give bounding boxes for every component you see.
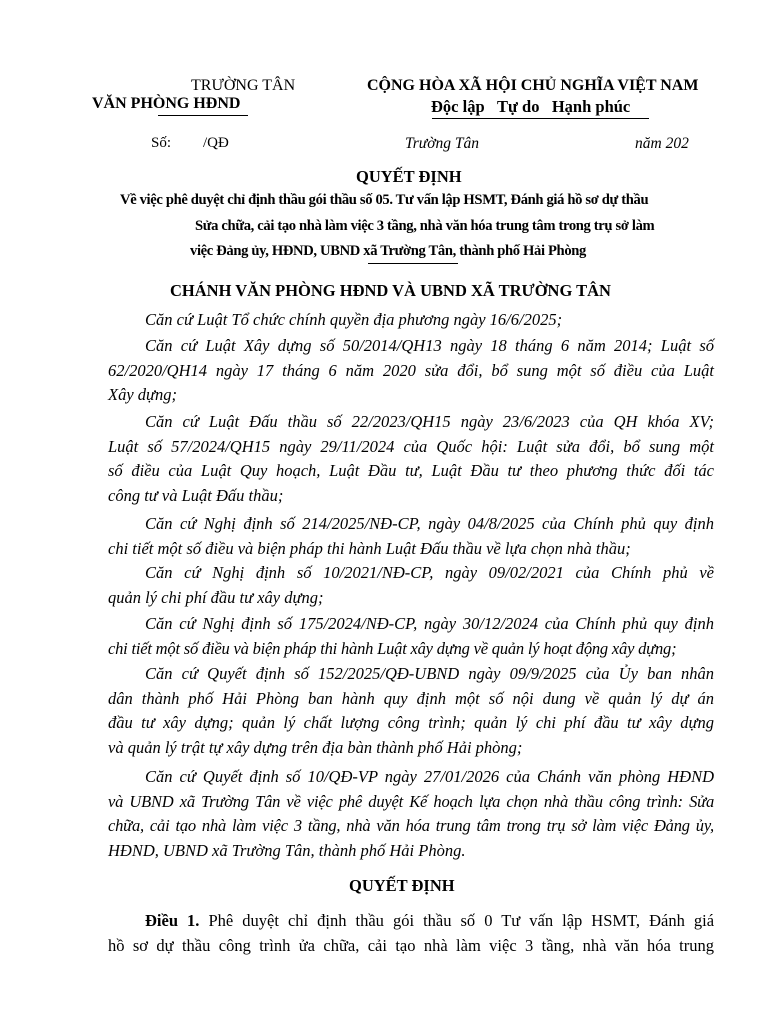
subject-line-1: Về việc phê duyệt chỉ định thầu gói thầu số 05. Tư vấn lập HSMT, Đánh giá hồ sơ dự thầu	[120, 192, 649, 208]
basis-3-line-2: Luật số 57/2024/QH15 ngày 29/11/2024 của Quốc hội: Luật sửa đổi, bổ sung một	[108, 436, 714, 456]
basis-8-line-3: chữa, cải tạo nhà làm việc 3 tầng, nhà văn hóa trung tâm trong trụ sở làm việc Đảng ủy,	[108, 816, 714, 835]
issuing-authority: CHÁNH VĂN PHÒNG HĐND VÀ UBND XÃ TRƯỜNG TÂN	[170, 281, 611, 300]
basis-2-line-1: Căn cứ Luật Xây dựng số 50/2014/QH13 ngày 18 tháng 6 năm 2014; Luật số	[145, 336, 714, 355]
subject-underline	[368, 263, 458, 264]
article-1-line-1	[108, 908, 714, 933]
org-line-1: TRƯỜNG TÂN	[191, 77, 296, 94]
basis-3-line-1: Căn cứ Luật Đấu thầu số 22/2023/QH15 ngày 23/6/2023 của QH khóa XV;	[145, 412, 714, 431]
basis-7-line-2: dân thành phố Hải Phòng ban hành quy định một số nội dung về quản lý dự án	[108, 688, 714, 708]
basis-6-line-1: Căn cứ Nghị định số 175/2024/NĐ-CP, ngày 30/12/2024 của Chính phủ quy định	[145, 614, 714, 633]
basis-2	[108, 334, 714, 408]
basis-7-line-4: và quản lý trật tự xây dựng trên địa bàn thành phố Hải phòng;	[108, 737, 523, 757]
org-line-2: VĂN PHÒNG HĐND	[92, 95, 241, 112]
basis-7-line-1: Căn cứ Quyết định số 152/2025/QĐ-UBND ngày 09/9/2025 của Ủy ban nhân	[145, 664, 714, 683]
article-1-label: Điều 1.	[145, 911, 200, 930]
subject-line-3: việc Đảng ủy, HĐND, UBND xã Trường Tân, thành phố Hải Phòng	[190, 243, 586, 259]
basis-6	[108, 612, 714, 661]
basis-4-line-2: chi tiết một số điều và biện pháp thi hành Luật Đấu thầu về lựa chọn nhà thầu;	[108, 538, 631, 558]
number-suffix: /QĐ	[203, 135, 229, 151]
basis-1	[108, 308, 714, 333]
basis-3	[108, 410, 714, 508]
basis-8-line-2: và UBND xã Trường Tân về việc phê duyệt Kế hoạch lựa chọn nhà thầu công trình: Sửa	[108, 791, 714, 811]
nation-title: CỘNG HÒA XÃ HỘI CHỦ NGHĨA VIỆT NAM	[367, 77, 699, 94]
motto-part-3: Hạnh phúc	[551, 97, 631, 116]
basis-7-line-3: đầu tư xây dựng; quản lý chất lượng công trình; quản lý chi phí đầu tư xây dựng	[108, 713, 714, 732]
basis-5-line-2: quản lý chi phí đầu tư xây dựng;	[108, 587, 324, 607]
basis-7	[108, 662, 714, 760]
article-1	[108, 908, 714, 958]
basis-8	[108, 765, 714, 863]
basis-5	[108, 561, 714, 610]
basis-8-line-4: HĐND, UBND xã Trường Tân, thành phố Hải Phòng.	[108, 840, 466, 860]
basis-6-line-2: chi tiết một số điều và biện pháp thi hành Luật xây dựng về quản lý hoạt động xây dựng;	[108, 638, 677, 658]
place-date: Trường Tân	[405, 135, 480, 152]
motto	[431, 97, 630, 117]
org-underline	[158, 115, 248, 116]
basis-3-line-3: số điều của Luật Quy hoạch, Luật Đầu tư, Luật Đầu tư theo phương thức đối tác	[108, 461, 714, 480]
basis-3-line-4: công tư và Luật Đấu thầu;	[108, 485, 284, 505]
basis-8-line-1: Căn cứ Quyết định số 10/QĐ-VP ngày 27/01/2026 của Chánh văn phòng HĐND	[145, 767, 714, 786]
number-label: Số:	[151, 135, 172, 151]
subject-line-2: Sửa chữa, cải tạo nhà làm việc 3 tầng, nhà văn hóa trung tâm trong trụ sở làm	[195, 218, 655, 234]
basis-2-line-2: 62/2020/QH14 ngày 17 tháng 6 năm 2020 sửa đổi, bổ sung một số điều của Luật	[108, 360, 714, 380]
decision-heading: QUYẾT ĐỊNH	[349, 876, 455, 895]
basis-4	[108, 512, 714, 561]
article-1-line-2: hồ sơ dự thầu công trình ửa chữa, cải tạo nhà làm việc 3 tầng, nhà văn hóa trung	[108, 936, 714, 955]
motto-underline	[432, 118, 649, 119]
motto-part-2: Tự do	[497, 97, 540, 116]
basis-4-line-1: Căn cứ Nghị định số 214/2025/NĐ-CP, ngày 04/8/2025 của Chính phủ quy định	[145, 514, 714, 533]
document-title: QUYẾT ĐỊNH	[356, 167, 462, 186]
motto-part-1: Độc lập	[431, 97, 485, 116]
basis-1-line-1: Căn cứ Luật Tổ chức chính quyền địa phương ngày 16/6/2025;	[145, 310, 563, 329]
basis-2-line-3: Xây dựng;	[108, 385, 178, 404]
basis-5-line-1: Căn cứ Nghị định số 10/2021/NĐ-CP, ngày 09/02/2021 của Chính phủ về	[145, 563, 714, 582]
year: năm 202	[635, 135, 689, 152]
article-1-text-1: Phê duyệt chỉ định thầu gói thầu số 0 Tư vấn lập HSMT, Đánh giá	[208, 911, 715, 930]
